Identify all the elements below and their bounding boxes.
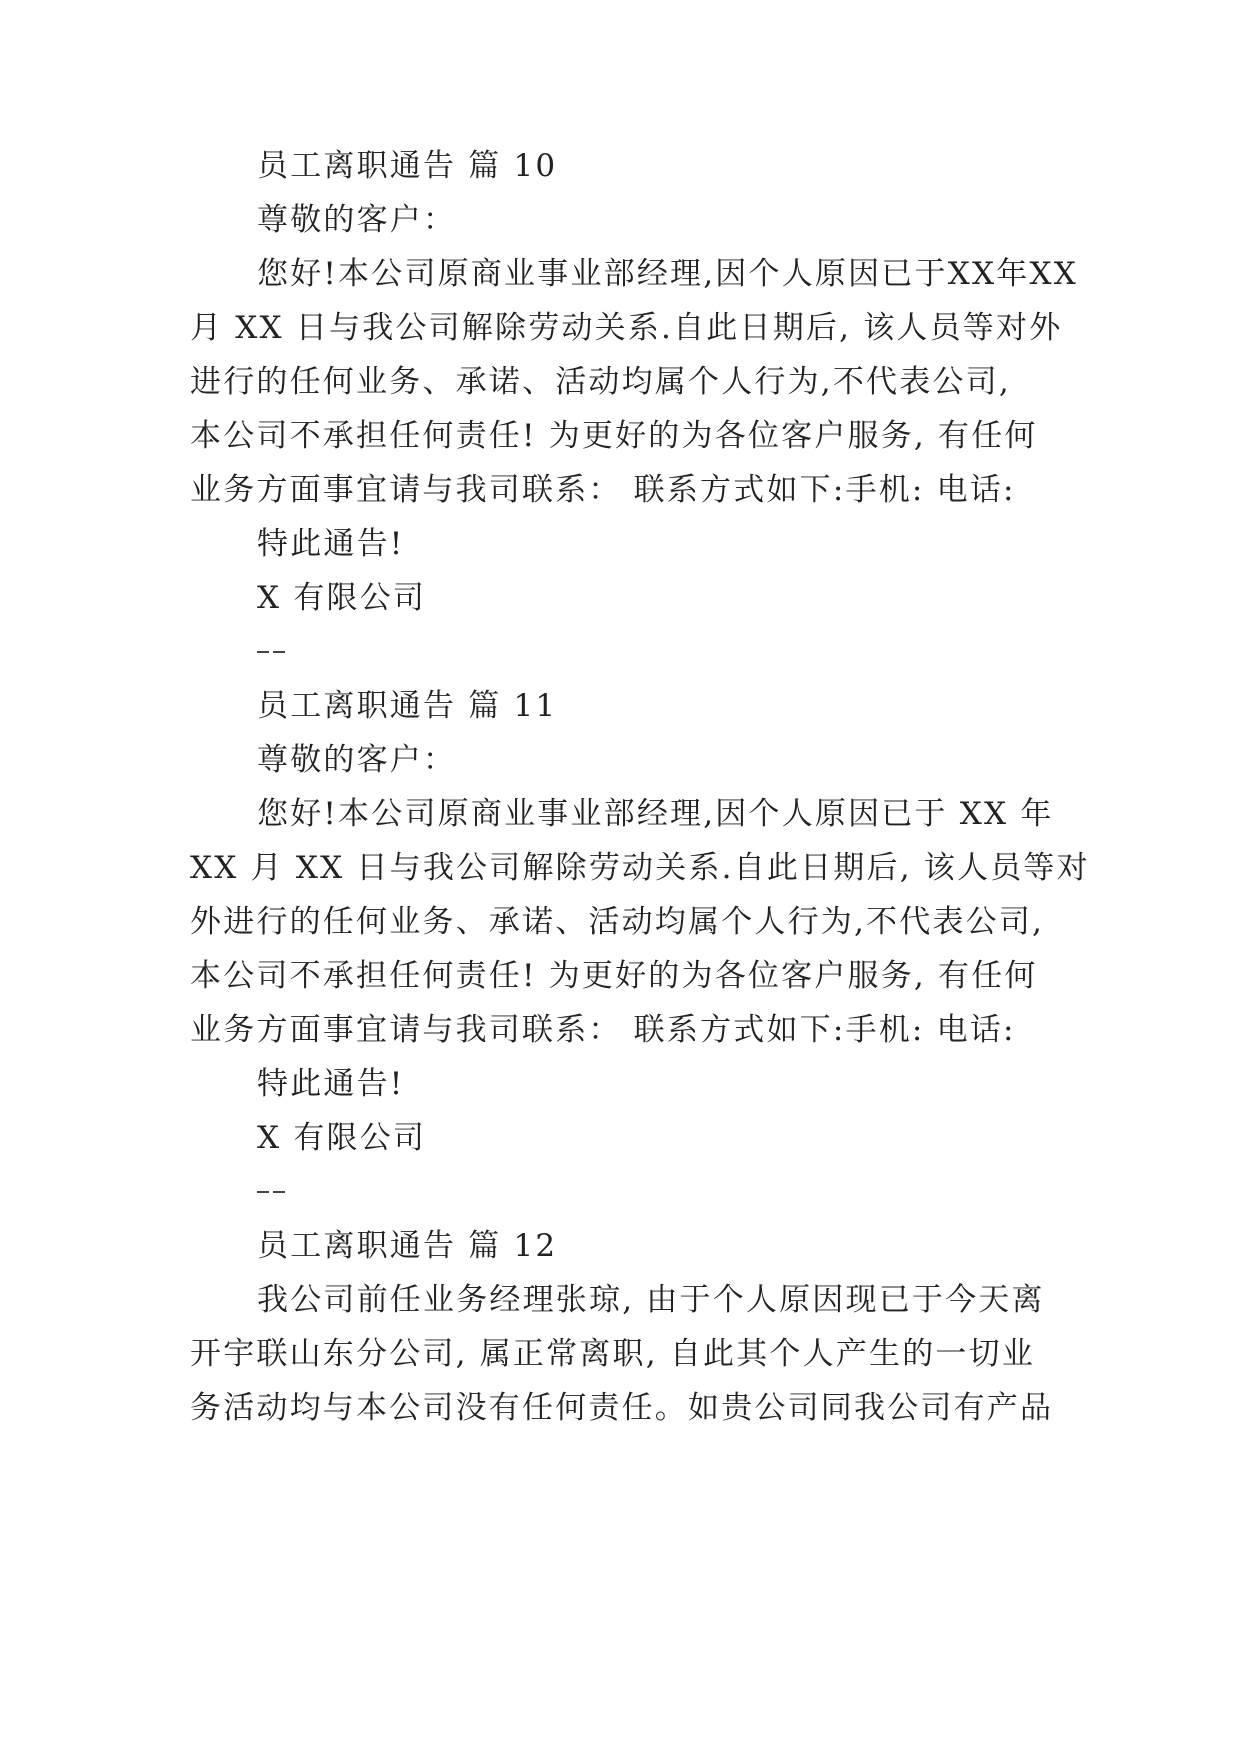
body-line: 进行的任何业务、承诺、活动均属个人行为,不代表公司, <box>190 364 1011 400</box>
salutation: 尊敬的客户： <box>257 742 457 778</box>
body-line: 业务方面事宜请与我司联系： 联系方式如下:手机: 电话: <box>190 1012 1016 1048</box>
section-separator <box>257 651 285 653</box>
closing-text: 特此通告! <box>257 1066 405 1102</box>
closing-text: 特此通告! <box>257 526 405 562</box>
section-heading: 员工离职通告 篇 12 <box>257 1228 558 1264</box>
body-line: XX 月 XX 日与我公司解除劳动关系.自此日期后, 该人员等对 <box>190 850 1090 886</box>
company-signature: X 有限公司 <box>257 580 427 616</box>
body-line: 我公司前任业务经理张琼, 由于个人原因现已于今天离 <box>257 1282 1045 1318</box>
section-separator <box>257 1191 285 1193</box>
body-line: 开宇联山东分公司, 属正常离职, 自此其个人产生的一切业 <box>190 1336 1036 1372</box>
section-heading: 员工离职通告 篇 10 <box>257 148 558 184</box>
body-line: 您好!本公司原商业事业部经理,因个人原因已于XX年XX <box>257 256 1078 292</box>
body-line: 业务方面事宜请与我司联系： 联系方式如下:手机: 电话: <box>190 472 1016 508</box>
body-line: 务活动均与本公司没有任何责任。如贵公司同我公司有产品 <box>190 1390 1054 1426</box>
body-line: 外进行的任何业务、承诺、活动均属个人行为,不代表公司, <box>190 904 1045 940</box>
body-line: 月 XX 日与我公司解除劳动关系.自此日期后, 该人员等对外 <box>190 310 1063 346</box>
salutation: 尊敬的客户： <box>257 202 457 238</box>
body-line: 本公司不承担任何责任! 为更好的为各位客户服务, 有任何 <box>190 418 1038 454</box>
body-line: 您好!本公司原商业事业部经理,因个人原因已于 XX 年 <box>257 796 1054 832</box>
company-signature: X 有限公司 <box>257 1120 427 1156</box>
body-line: 本公司不承担任何责任! 为更好的为各位客户服务, 有任何 <box>190 958 1038 994</box>
section-heading: 员工离职通告 篇 11 <box>257 688 558 724</box>
